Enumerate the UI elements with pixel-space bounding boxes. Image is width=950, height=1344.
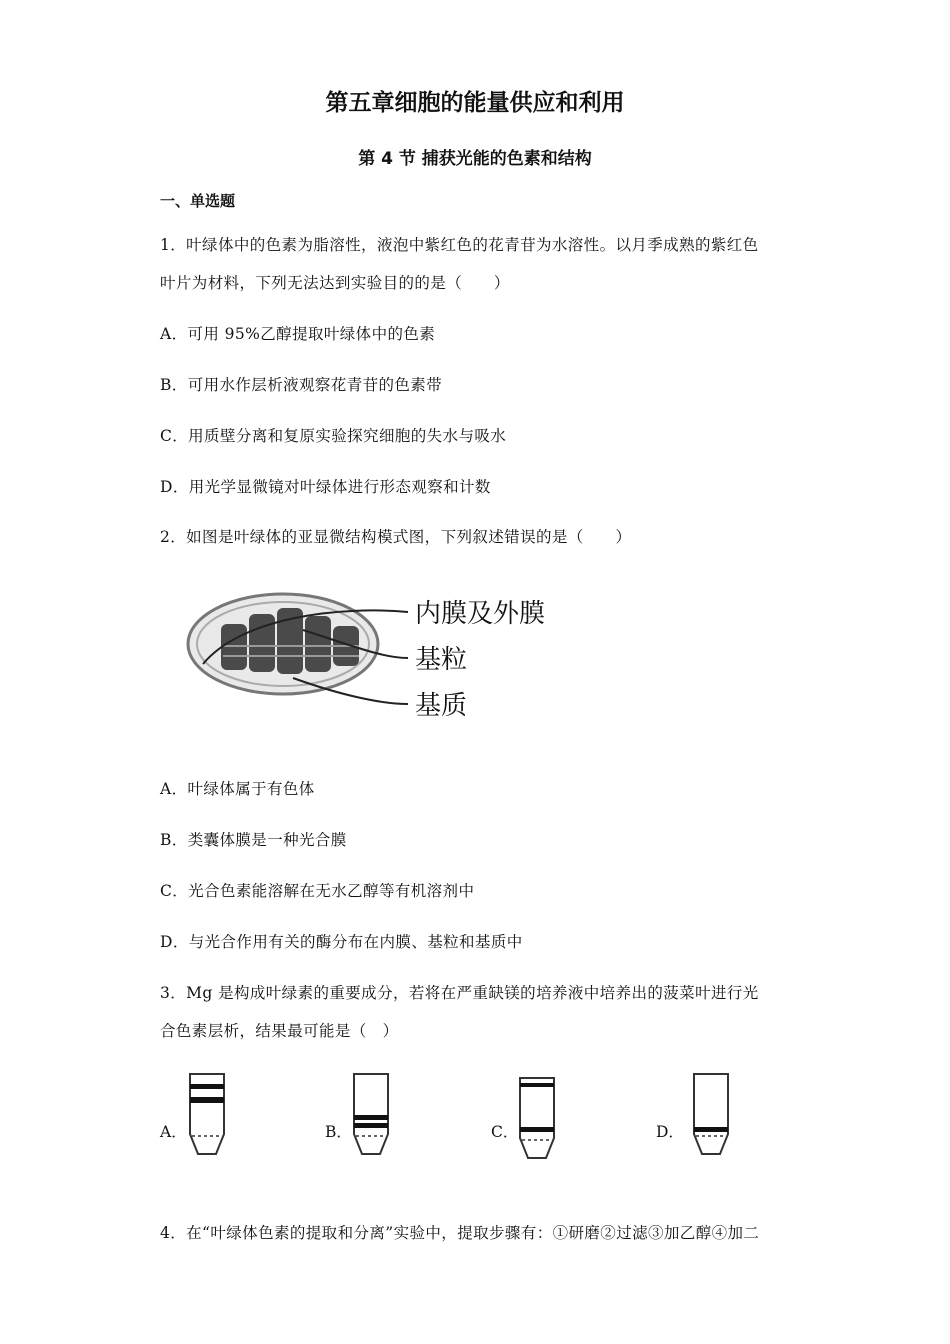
figure-label-grana: 基粒 <box>415 645 468 675</box>
q2-option-a: A．叶绿体属于有色体 <box>160 780 315 798</box>
q1-option-b: B．可用水作层析液观察花青苷的色素带 <box>160 376 443 394</box>
q3-option-d-label: D． <box>656 1123 684 1141</box>
q3-option-b-label: B． <box>325 1123 352 1141</box>
q1-stem-line-1: 1．叶绿体中的色素为脂溶性，液泡中紫红色的花青苷为水溶性。以月季成熟的紫红色 <box>160 236 759 254</box>
figure-label-stroma: 基质 <box>415 691 468 721</box>
q1-option-a: A．可用 95%乙醇提取叶绿体中的色素 <box>160 325 436 343</box>
q4-stem-line-1: 4．在“叶绿体色素的提取和分离”实验中，提取步骤有：①研磨②过滤③加乙醇④加二 <box>160 1224 760 1242</box>
q3-stem-line-1: 3．Mg 是构成叶绿素的重要成分，若将在严重缺镁的培养液中培养出的菠菜叶进行光 <box>160 984 759 1002</box>
q3-option-c-label: C． <box>491 1123 519 1141</box>
q2-option-b: B．类囊体膜是一种光合膜 <box>160 831 347 849</box>
part-heading: 一、单选题 <box>160 192 236 210</box>
q2-option-c: C．光合色素能溶解在无水乙醇等有机溶剂中 <box>160 882 475 900</box>
section-title: 第 4 节 捕获光能的色素和结构 <box>358 149 592 169</box>
q1-option-c: C．用质壁分离和复原实验探究细胞的失水与吸水 <box>160 427 507 445</box>
figure-label-membranes: 内膜及外膜 <box>415 599 546 629</box>
q3-stem-line-2: 合色素层析，结果最可能是（ ） <box>160 1022 399 1040</box>
chloroplast-figure <box>183 586 573 726</box>
chapter-title: 第五章细胞的能量供应和利用 <box>325 90 625 116</box>
q2-stem-line-1: 2．如图是叶绿体的亚显微结构模式图，下列叙述错误的是（ ） <box>160 528 632 546</box>
q1-stem-line-2: 叶片为材料，下列无法达到实验目的的是（ ） <box>160 274 510 292</box>
q2-option-d: D．与光合作用有关的酶分布在内膜、基粒和基质中 <box>160 933 523 951</box>
tube-a-figure <box>188 1072 228 1162</box>
q3-option-a-label: A． <box>160 1123 187 1141</box>
tube-c-figure <box>518 1076 558 1166</box>
tube-b-figure <box>352 1072 392 1162</box>
q1-option-d: D．用光学显微镜对叶绿体进行形态观察和计数 <box>160 478 491 496</box>
tube-d-figure <box>692 1072 732 1162</box>
